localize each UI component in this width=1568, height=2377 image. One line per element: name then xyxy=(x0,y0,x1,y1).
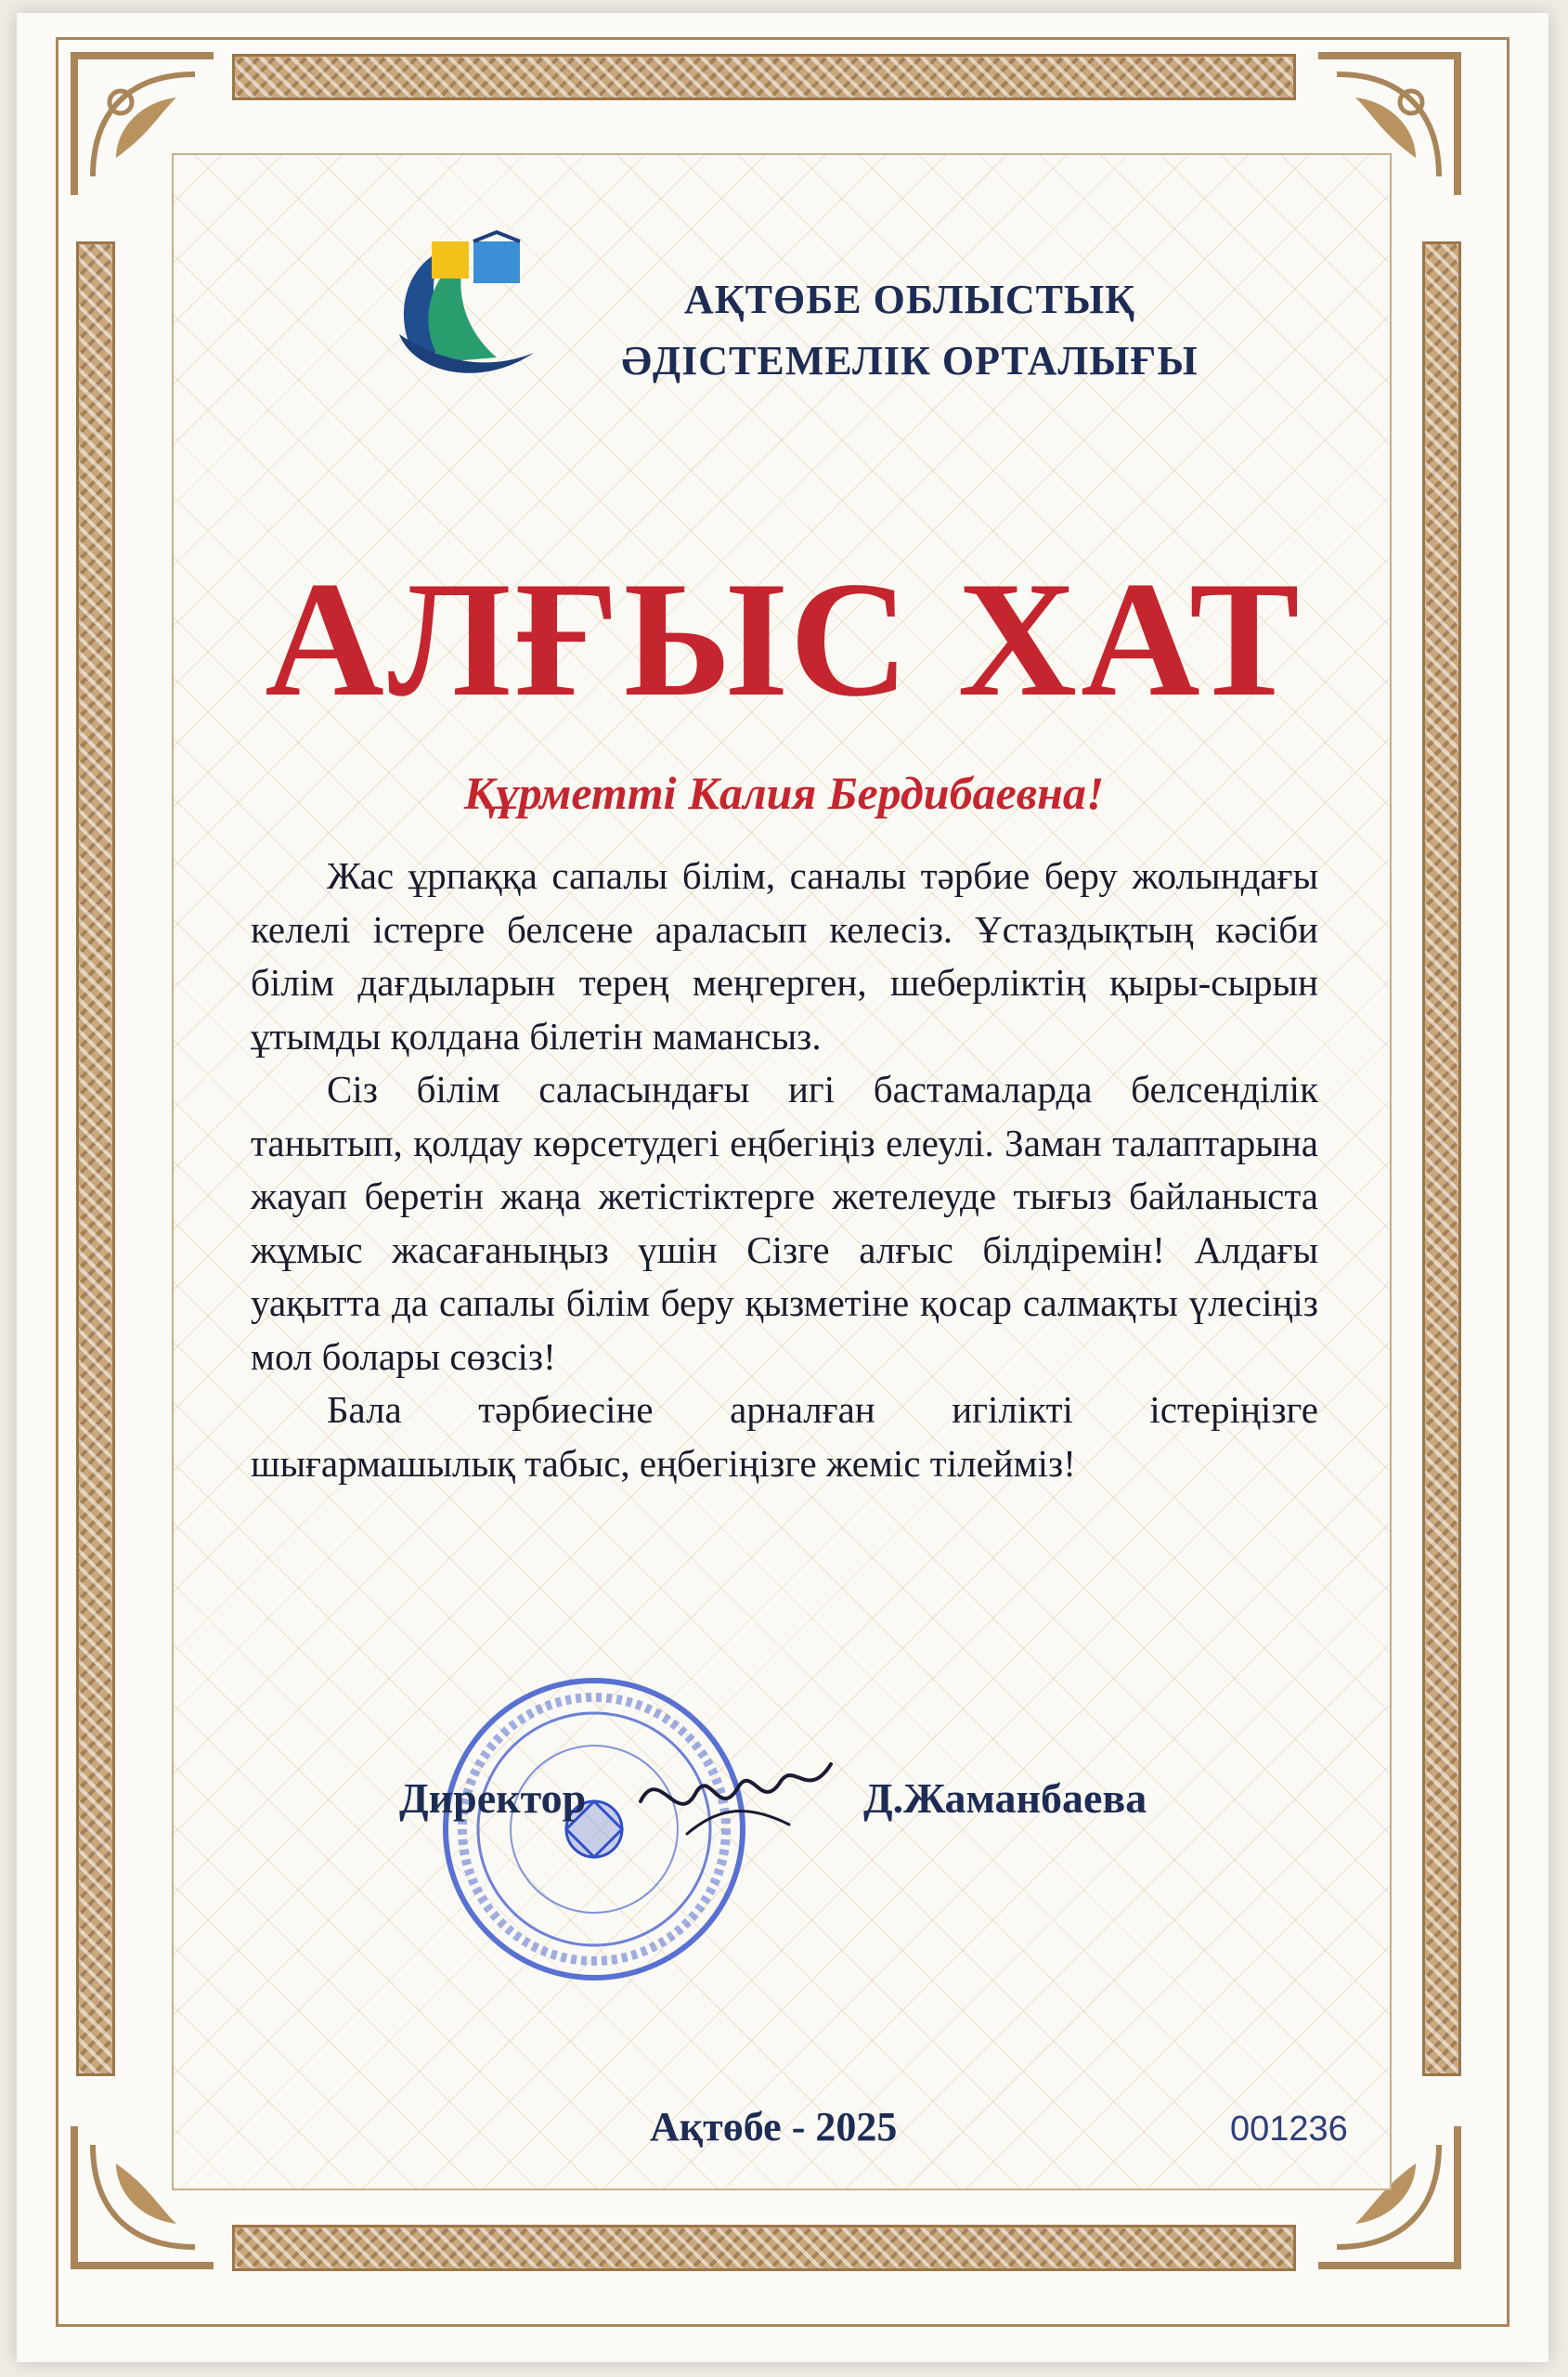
ornament-band-left xyxy=(76,241,115,2076)
handwritten-signature-icon xyxy=(631,1746,845,1848)
signatory-name: Д.Жаманбаева xyxy=(863,1774,1147,1822)
ornament-band-right xyxy=(1422,241,1461,2076)
organization-line-1: АҚТӨБЕ ОБЛЫСТЫҚ xyxy=(683,277,1136,322)
place-and-year: Ақтөбе - 2025 xyxy=(650,2104,898,2150)
paragraph-1: Жас ұрпаққа сапалы білім, саналы тәрбие беру жолындағы келелі істерге белсене араласып келесіз. Ұстаздықтың кәсіби білім дағдыларын терең меңгерген, шеберліктің қыры-сырын ұтымды қолдана білетін мамансыз. xyxy=(251,854,1318,1058)
organization-name xyxy=(585,269,1235,392)
serial-number: 001236 xyxy=(1230,2110,1348,2149)
document-title: АЛҒЫС ХАТ xyxy=(265,547,1303,731)
paragraph-2: Сіз білім саласындағы игі бастамаларда белсенділік танытып, қолдау көрсетудегі еңбегіңіз елеулі. Заман талаптарына жауап беретін жаңа жетістіктерге жетелеуде тығыз байланыста жұмыс жасағаныңыз үшін Сізге алғыс білдіремін! Алдағы уақытта да сапалы білім беру қызметіне қосар салмақты үлесіңіз мол болары сөзсіз! xyxy=(251,1068,1318,1378)
ornament-band-bottom xyxy=(232,2225,1296,2271)
greeting: Құрметті Калия Бердибаевна! xyxy=(463,767,1105,819)
paragraph-3: Бала тәрбиесіне арналған игілікті істеріңізге шығармашылық табыс, еңбегіңізге жеміс тілейміз! xyxy=(251,1388,1318,1485)
institution-logo-icon xyxy=(376,214,562,399)
letter-body xyxy=(251,850,1318,1490)
signatory-position: Директор xyxy=(399,1774,587,1822)
organization-line-2: ӘДІСТЕМЕЛІК ОРТАЛЫҒЫ xyxy=(621,338,1199,383)
ornament-band-top xyxy=(232,54,1296,100)
